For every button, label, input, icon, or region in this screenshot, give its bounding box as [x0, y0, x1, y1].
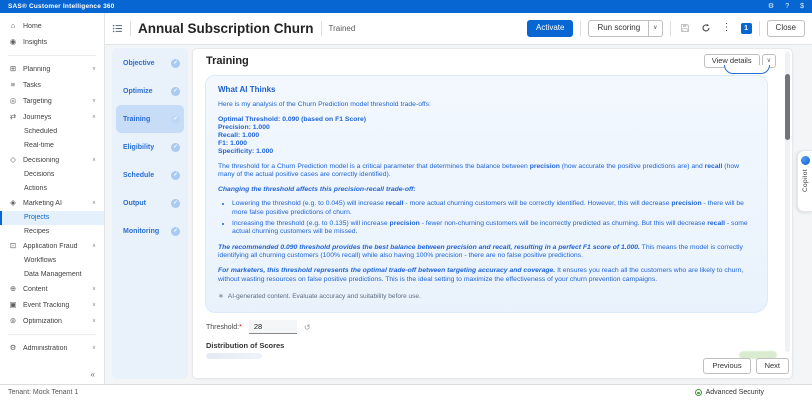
ai-disclaimer — [218, 292, 755, 300]
check-circle-icon: ✓ — [171, 227, 180, 236]
save-icon — [680, 23, 690, 33]
section-title: Training — [206, 55, 249, 67]
brand-logo: SAS® Customer Intelligence 360 — [8, 3, 115, 10]
view-details-button[interactable]: View details — [704, 54, 760, 68]
sidebar-item[interactable] — [0, 34, 104, 50]
sidebar-item-label: Targeting — [23, 97, 52, 105]
copilot-label: Copilot — [801, 169, 809, 193]
sidebar-item[interactable] — [0, 340, 104, 356]
sidebar-item[interactable] — [0, 93, 104, 109]
ai-paragraph: Changing the threshold affects this precision-recall trade-off: — [218, 185, 416, 193]
ai-metrics — [218, 116, 755, 156]
sparkle-icon: ∗ — [218, 293, 224, 301]
reset-icon[interactable]: ↺ — [303, 322, 311, 332]
step-label: Optimize — [123, 87, 153, 95]
chevron-down-icon: ∨ — [653, 25, 658, 32]
check-circle-icon: ✓ — [171, 171, 180, 180]
sidebar-item[interactable] — [0, 238, 104, 254]
threshold-input[interactable] — [249, 320, 297, 334]
ai-bullet-list — [232, 200, 755, 236]
sidebar-item-label: Workflows — [24, 257, 57, 265]
required-marker: * — [239, 323, 242, 331]
divider — [670, 21, 671, 36]
stepper-step[interactable] — [116, 105, 184, 133]
sidebar-item-label: Planning — [23, 65, 51, 73]
ai-paragraph: The threshold for a Churn Prediction model is a critical parameter that determines the balance between precision (how accurate the positive predictions are) and recall (how many of the actual positive cases are correctly identified). — [218, 162, 740, 179]
ai-bullet: • Increasing the threshold (e.g. to 0.135) will increase precision - fewer non-churning customers will be incorrectly predicted as churning. But this will decrease recall - some actual churning customers will be missed. — [232, 220, 755, 237]
collapsed-pill[interactable] — [724, 65, 770, 74]
distribution-title: Distribution of Scores — [206, 341, 285, 350]
chevron-icon: ∨ — [91, 98, 96, 104]
sidebar-item-icon: ⌂ — [10, 21, 16, 31]
sidebar-item-icon: ⊡ — [9, 241, 17, 251]
sidebar-item-label: Data Management — [24, 270, 82, 278]
topbar — [0, 0, 812, 13]
copilot-icon — [801, 156, 810, 165]
refresh-button[interactable] — [699, 23, 713, 33]
sidebar-item-label: Actions — [24, 184, 47, 192]
sidebar-item-label: Scheduled — [24, 128, 58, 136]
ai-bullet: • Lowering the threshold (e.g. to 0.045) will increase recall - more actual churning customers will be correctly identified. However, this will decrease precision - there will be more false positive predictions of churn. — [232, 200, 755, 217]
sidebar-item[interactable] — [0, 211, 104, 225]
step-label: Schedule — [123, 171, 155, 179]
sidebar-item-icon: ◈ — [10, 198, 16, 208]
chevron-icon: ∧ — [91, 114, 96, 120]
sidebar-item-icon: ⊚ — [9, 316, 17, 326]
contents-list-icon[interactable] — [112, 23, 123, 34]
check-circle-icon: ✓ — [171, 143, 180, 152]
divider — [580, 21, 581, 36]
step-label: Training — [123, 115, 151, 123]
sidebar-item[interactable] — [0, 77, 104, 93]
topbar-icon[interactable]: ? — [785, 3, 790, 10]
sidebar-item[interactable] — [0, 281, 104, 297]
stepper-step[interactable] — [112, 217, 188, 245]
sidebar-item[interactable] — [0, 18, 104, 34]
status-bar — [0, 384, 812, 400]
save-button[interactable] — [678, 23, 692, 33]
sidebar-item-label: Home — [23, 22, 42, 30]
activate-button[interactable]: Activate — [527, 20, 573, 37]
sidebar-item-label: Administration — [23, 344, 68, 352]
ai-disclaimer-text: AI-generated content. Evaluate accuracy and suitability before use. — [227, 292, 421, 300]
divider — [130, 21, 131, 36]
sidebar-item-label: Projects — [24, 214, 50, 222]
metric-line: Precision: 1.000 — [218, 123, 270, 131]
sidebar-item-icon: ◎ — [9, 96, 17, 106]
sidebar-item[interactable] — [0, 268, 104, 282]
sidebar-item-label: Marketing AI — [23, 199, 62, 207]
previous-button[interactable]: Previous — [703, 358, 750, 374]
threshold-label: Threshold:* — [206, 323, 242, 331]
stepper-step[interactable] — [112, 161, 188, 189]
sidebar-item[interactable] — [0, 297, 104, 313]
training-panel — [192, 48, 793, 379]
sidebar-item[interactable] — [0, 152, 104, 168]
sidebar-item[interactable] — [0, 195, 104, 211]
sidebar-item-label: Tasks — [23, 81, 41, 89]
sidebar-item[interactable] — [0, 313, 104, 329]
advanced-security-indicator — [695, 389, 764, 396]
metric-line: Optimal Threshold: 0.090 (based on F1 Score) — [218, 115, 367, 123]
step-label: Objective — [123, 59, 155, 67]
chevron-icon: ∨ — [91, 286, 96, 292]
sidebar-item-label: Event Tracking — [23, 301, 70, 309]
sidebar-item-icon: ⚙ — [9, 343, 17, 353]
kebab-icon: ⋮ — [721, 22, 732, 34]
sidebar-divider — [8, 55, 96, 56]
metric-line: F1: 1.000 — [218, 139, 248, 147]
refresh-icon — [701, 23, 711, 33]
ai-panel-title: What AI Thinks — [218, 85, 276, 94]
metric-line: Recall: 1.000 — [218, 131, 260, 139]
divider — [321, 21, 322, 36]
topbar-icon[interactable]: $ — [800, 3, 804, 10]
advanced-security-label: Advanced Security — [705, 389, 764, 396]
scrollbar-thumb[interactable] — [785, 74, 790, 140]
sidebar-item[interactable] — [0, 254, 104, 268]
page-title: Annual Subscription Churn — [138, 21, 314, 36]
sidebar-item-label: Optimization — [23, 317, 62, 325]
metric-line: Specificity: 1.000 — [218, 147, 274, 155]
sidebar-item[interactable] — [0, 139, 104, 153]
what-ai-thinks-panel — [205, 75, 768, 313]
ai-paragraph: For marketers, this threshold represents the optimal trade-off between targeting accuracy and coverage. It ensures you reach all the customers who are likely to churn, without wasting resources on false positive predictions. This is the ideal setting to maximize the effectiveness of your churn prevention campaigns. — [218, 266, 744, 283]
sidebar-item[interactable] — [0, 168, 104, 182]
sidebar-item-icon: ⇄ — [9, 112, 17, 122]
stepper-step[interactable] — [112, 49, 188, 77]
topbar-icon-group — [768, 3, 804, 10]
check-circle-icon: ✓ — [171, 199, 180, 208]
run-scoring-button[interactable]: Run scoring — [588, 20, 649, 37]
sidebar-item[interactable] — [0, 182, 104, 196]
stepper-step[interactable] — [112, 189, 188, 217]
sidebar-item-label: Decisioning — [23, 156, 60, 164]
sidebar-item[interactable] — [0, 225, 104, 239]
sidebar-item-label: Real-time — [24, 141, 54, 149]
sidebar-item[interactable] — [0, 125, 104, 139]
sidebar-item-label: Decisions — [24, 171, 55, 179]
sidebar-item-icon: ≡ — [10, 80, 16, 90]
chevron-icon: ∨ — [91, 318, 96, 324]
threshold-field-row — [206, 320, 311, 334]
sidebar-item-label: Recipes — [24, 227, 50, 235]
chevron-icon: ∧ — [91, 200, 96, 206]
sidebar — [0, 13, 105, 384]
sidebar-item-icon: ◇ — [10, 155, 16, 165]
sidebar-item[interactable] — [0, 61, 104, 77]
divider — [759, 21, 760, 36]
model-status-label: Trained — [328, 24, 356, 33]
sidebar-item-icon: ◉ — [9, 37, 17, 47]
sidebar-item-icon: ▣ — [9, 300, 17, 310]
wizard-stepper — [112, 48, 188, 379]
chevron-icon: ∨ — [91, 345, 96, 351]
sidebar-item[interactable] — [0, 109, 104, 125]
check-circle-icon: ✓ — [171, 59, 180, 68]
copilot-tab[interactable] — [797, 150, 812, 212]
notification-badge[interactable]: 1 — [741, 23, 752, 34]
run-scoring-menu-button[interactable] — [649, 20, 662, 37]
chevron-icon: ∧ — [91, 243, 96, 249]
step-label: Output — [123, 199, 146, 207]
topbar-icon[interactable]: ⚙ — [767, 3, 775, 10]
run-scoring-group — [588, 20, 662, 37]
sidebar-item-icon: ⊞ — [9, 64, 17, 74]
loading-skeleton — [206, 353, 262, 359]
step-label: Eligibility — [123, 143, 155, 151]
sidebar-item-label: Insights — [23, 38, 48, 46]
sidebar-item-label: Application Fraud — [23, 242, 78, 250]
ai-paragraph: The recommended 0.090 threshold provides the best balance between precision and recall, resulting in a perfect F1 score of 1.000. This means the model is correctly identifying all churning customers (100% recall) while also having 100% precision - there are no false positive predictions. — [218, 243, 743, 260]
tenant-label: Tenant: Mock Tenant 1 — [8, 389, 79, 396]
chevron-icon: ∨ — [91, 66, 96, 72]
check-circle-icon: ✓ — [171, 115, 180, 124]
next-button[interactable]: Next — [756, 358, 789, 374]
check-circle-icon: ✓ — [171, 87, 180, 96]
scrollbar-track[interactable] — [785, 52, 790, 352]
step-label: Monitoring — [123, 227, 160, 235]
app-header — [105, 13, 812, 45]
sidebar-item-icon: ⊕ — [9, 284, 17, 294]
chevron-down-icon: ∨ — [766, 57, 771, 64]
sidebar-item-label: Content — [23, 285, 48, 293]
sidebar-divider — [8, 334, 96, 335]
chevron-icon: ∨ — [91, 302, 96, 308]
stepper-step[interactable] — [112, 133, 188, 161]
more-options-button[interactable] — [720, 23, 734, 33]
close-button[interactable]: Close — [767, 20, 805, 37]
chevron-icon: ∧ — [91, 157, 96, 163]
ai-intro: Here is my analysis of the Churn Prediction model threshold trade-offs: — [218, 101, 431, 108]
stepper-step[interactable] — [112, 77, 188, 105]
security-status-icon — [695, 389, 702, 396]
sidebar-item-label: Journeys — [23, 113, 52, 121]
sidebar-collapse-button[interactable]: « — [90, 370, 95, 379]
